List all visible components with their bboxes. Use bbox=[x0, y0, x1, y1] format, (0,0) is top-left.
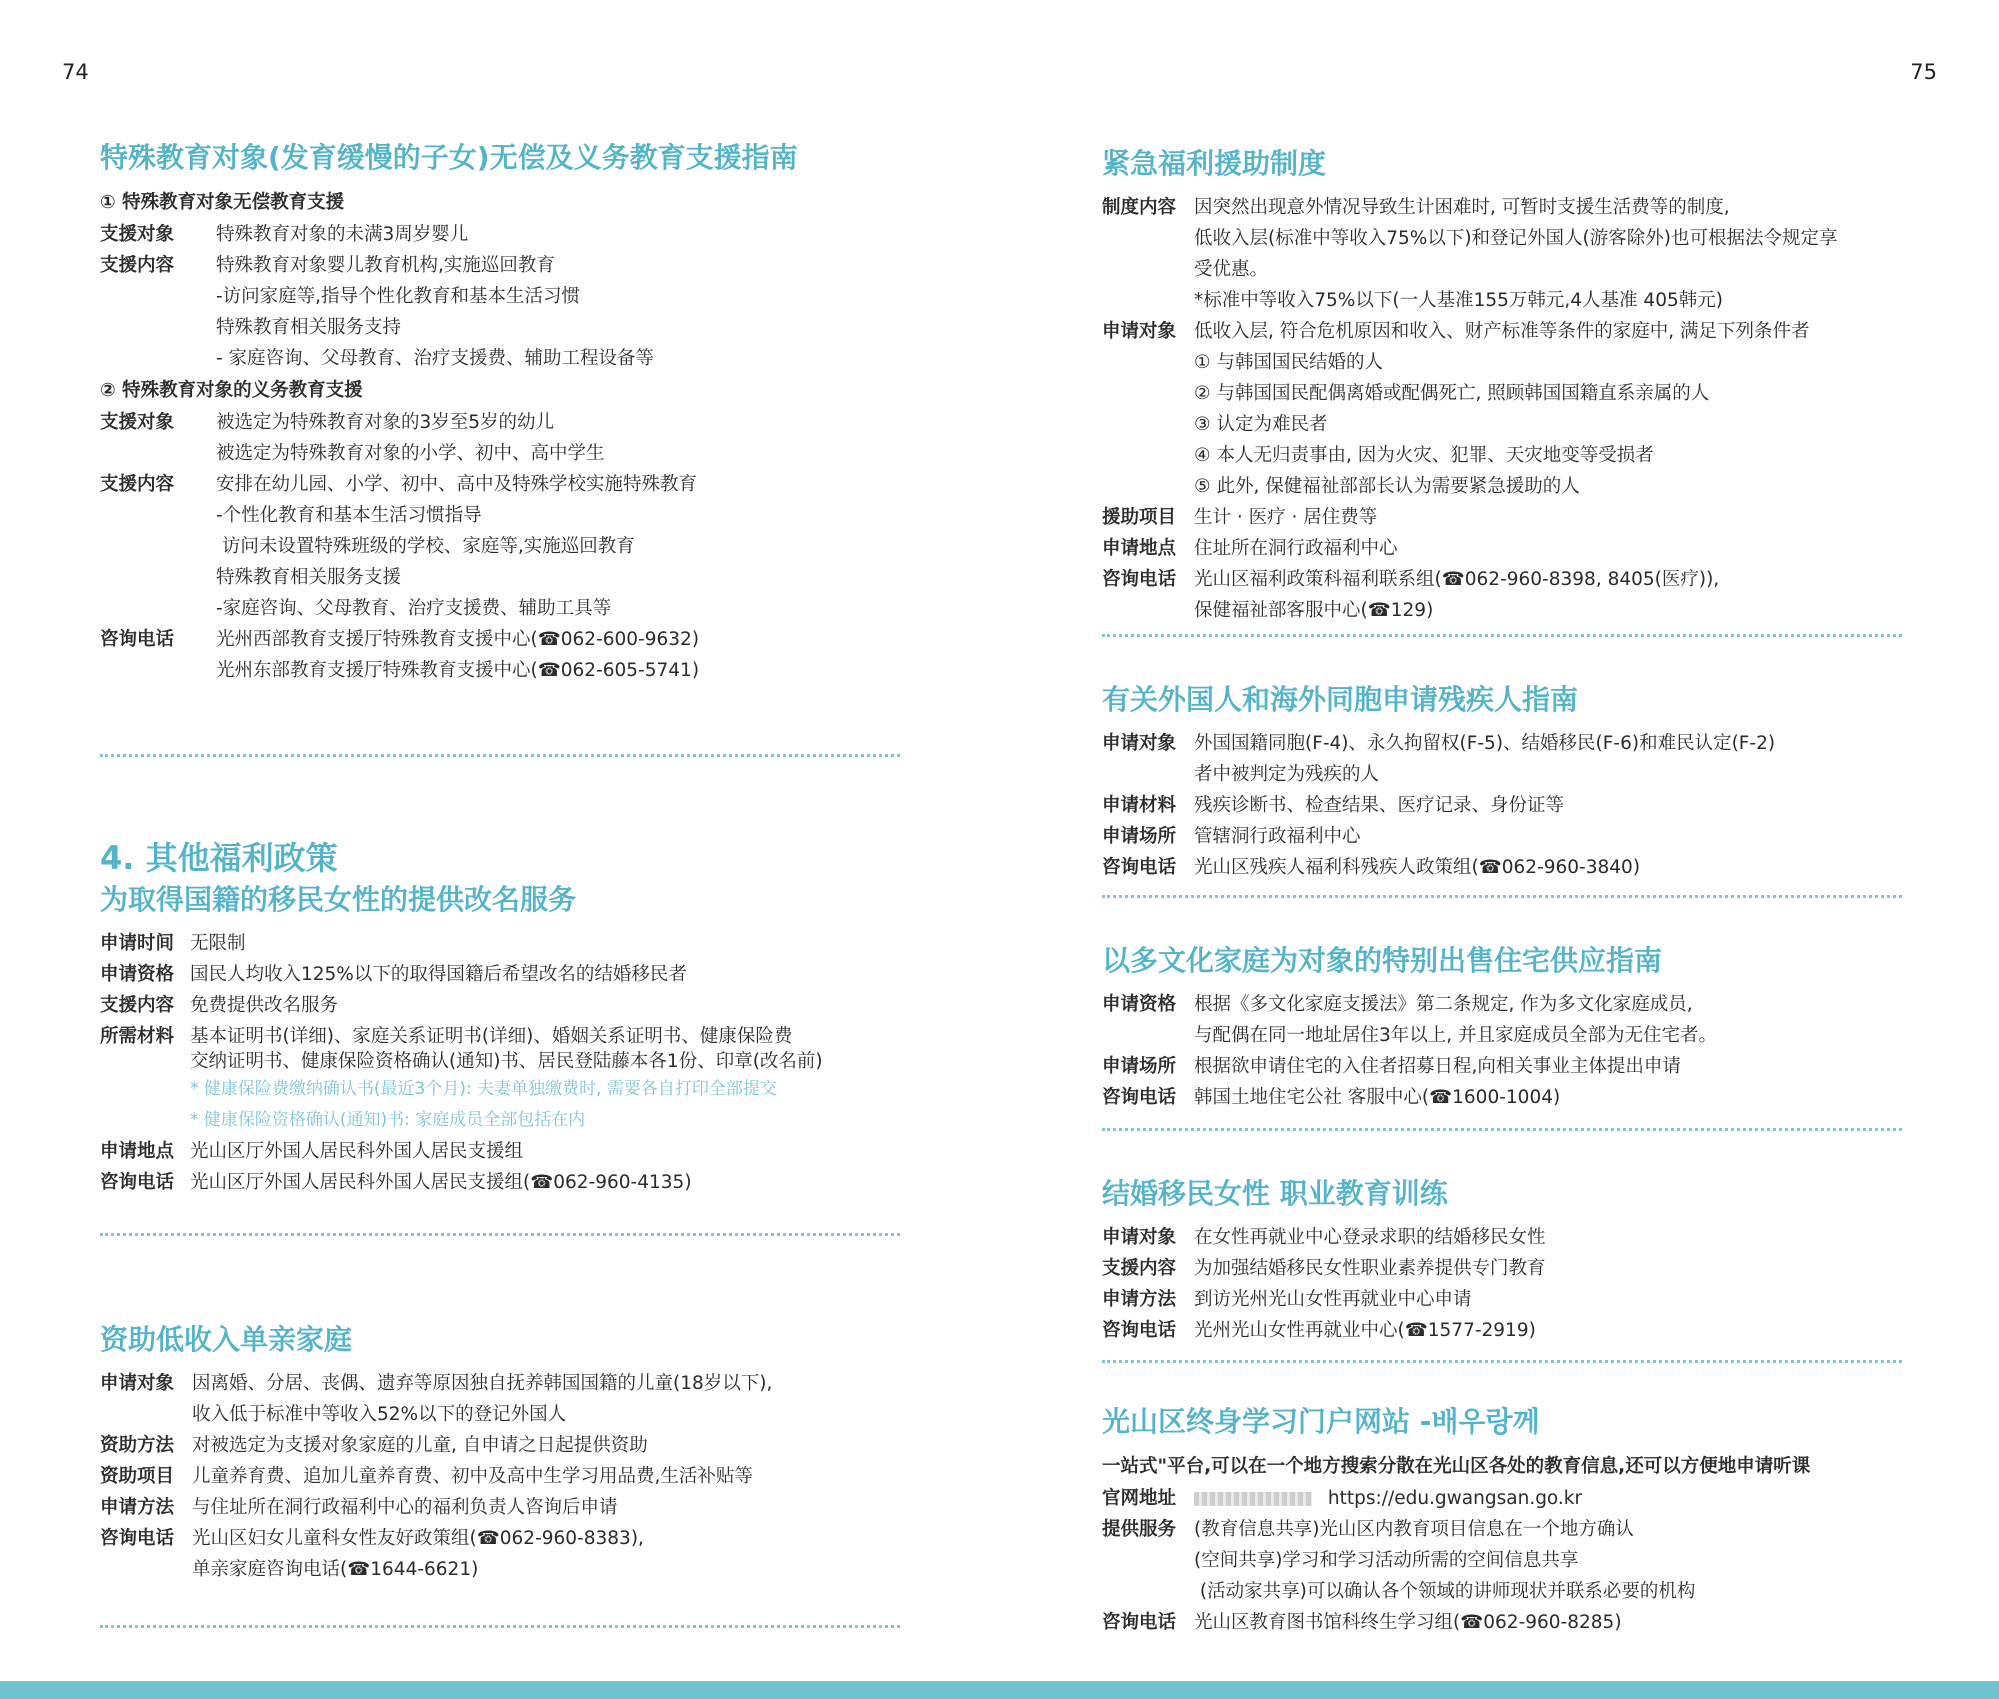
row-value: 对被选定为支援对象家庭的儿童, 自申请之日起提供资助 bbox=[192, 1435, 648, 1456]
row-value: (空间共享)学习和学习活动所需的空间信息共享 bbox=[1194, 1550, 1579, 1571]
info-row bbox=[100, 1523, 900, 1585]
row-label: 申请场所 bbox=[1102, 826, 1177, 847]
row-value: 受优惠。 bbox=[1194, 259, 1269, 280]
row-value: 免费提供改名服务 bbox=[190, 995, 339, 1016]
row-value: ④ 本人无归责事由, 因为火灾、犯罪、天灾地变等受损者 bbox=[1194, 445, 1654, 466]
row-label: 申请资格 bbox=[1102, 994, 1177, 1015]
info-row bbox=[100, 469, 900, 624]
info-row bbox=[100, 1492, 900, 1523]
info-row bbox=[100, 1021, 900, 1074]
row-value: 特殊教育相关服务支援 bbox=[216, 567, 402, 588]
row-value: 因离婚、分居、丧偶、遗弃等原因独自抚养韩国国籍的儿童(18岁以下), bbox=[192, 1373, 773, 1394]
row-label: 申请场所 bbox=[1102, 1056, 1177, 1077]
section-title: 为取得国籍的移民女性的提供改名服务 bbox=[100, 883, 577, 916]
row-label: 申请地点 bbox=[1102, 538, 1177, 559]
info-row bbox=[1102, 192, 1902, 316]
row-label: 所需材料 bbox=[100, 1026, 175, 1047]
row-label: 申请对象 bbox=[1102, 733, 1177, 754]
row-value: 外国国籍同胞(F-4)、永久拘留权(F-5)、结婚移民(F-6)和难民认定(F-2) bbox=[1194, 733, 1776, 754]
info-row bbox=[1102, 316, 1902, 502]
row-label: 申请时间 bbox=[100, 933, 175, 954]
row-label: 官网地址 bbox=[1102, 1488, 1177, 1509]
note-text: * 健康保险资格确认(通知)书: 家庭成员全部包括在内 bbox=[190, 1110, 586, 1130]
chapter-title: 4. 其他福利政策 bbox=[100, 839, 338, 877]
info-row bbox=[1102, 1514, 1902, 1607]
foreign-disabled-section bbox=[1102, 682, 1902, 883]
page-number-left: 74 bbox=[62, 60, 89, 84]
info-row bbox=[1102, 1284, 1902, 1315]
row-value: 在女性再就业中心登录求职的结婚移民女性 bbox=[1194, 1227, 1546, 1248]
row-value: 为加强结婚移民女性职业素养提供专门教育 bbox=[1194, 1258, 1546, 1279]
row-value: ① 与韩国国民结婚的人 bbox=[1194, 352, 1383, 373]
row-label: 支援内容 bbox=[100, 474, 175, 495]
dotted-divider bbox=[100, 1233, 900, 1236]
row-value: 单亲家庭咨询电话(☎1644-6621) bbox=[192, 1559, 479, 1580]
row-value: 光山区教育图书馆科终生学习组(☎062-960-8285) bbox=[1194, 1612, 1622, 1633]
row-label: 申请对象 bbox=[1102, 321, 1177, 342]
row-value: 光山区福利政策科福利联系组(☎062-960-8398, 8405(医疗)), bbox=[1194, 569, 1720, 590]
info-row bbox=[100, 1461, 900, 1492]
info-row bbox=[100, 1368, 900, 1430]
dotted-divider bbox=[100, 754, 900, 757]
section-title: 以多文化家庭为对象的特别出售住宅供应指南 bbox=[1102, 944, 1663, 977]
row-value: -个性化教育和基本生活习惯指导 bbox=[216, 505, 482, 526]
info-row bbox=[1102, 564, 1902, 626]
special-education-section bbox=[100, 140, 900, 686]
info-row bbox=[100, 624, 900, 686]
row-value: 低收入层(标准中等收入75%以下)和登记外国人(游客除外)也可根据法令规定享 bbox=[1194, 228, 1838, 249]
row-value: ⑤ 此外, 保健福祉部部长认为需要紧急援助的人 bbox=[1194, 476, 1580, 497]
info-row bbox=[100, 407, 900, 469]
row-value: 保健福祉部客服中心(☎129) bbox=[1194, 600, 1434, 621]
row-value: 与配偶在同一地址居住3年以上, 并且家庭成员全部为无住宅者。 bbox=[1194, 1025, 1718, 1046]
info-row bbox=[1102, 533, 1902, 564]
section-title: 特殊教育对象(发育缓慢的子女)无偿及义务教育支援指南 bbox=[100, 141, 798, 174]
row-value: 基本证明书(详细)、家庭关系证明书(详细)、婚姻关系证明书、健康保险费 bbox=[190, 1026, 793, 1047]
row-value: 光山区厅外国人居民科外国人居民支援组 bbox=[190, 1141, 524, 1162]
row-value: 光山区残疾人福利科残疾人政策组(☎062-960-3840) bbox=[1194, 857, 1641, 878]
row-value: 光州西部教育支援厅特殊教育支援中心(☎062-600-9632) bbox=[216, 629, 700, 650]
row-label: 咨询电话 bbox=[1102, 1320, 1177, 1341]
row-value: 无限制 bbox=[190, 933, 246, 954]
section-title: 紧急福利援助制度 bbox=[1102, 147, 1327, 180]
row-value: 低收入层, 符合危机原因和收入、财产标准等条件的家庭中, 满足下列条件者 bbox=[1194, 321, 1810, 342]
row-value: 被选定为特殊教育对象的小学、初中、高中学生 bbox=[216, 443, 605, 464]
row-value: ③ 认定为难民者 bbox=[1194, 414, 1328, 435]
dotted-divider bbox=[1102, 1360, 1902, 1363]
site-logo-icon bbox=[1194, 1492, 1312, 1506]
row-label: 咨询电话 bbox=[1102, 1612, 1177, 1633]
dotted-divider bbox=[1102, 634, 1902, 637]
note-text: * 健康保险费缴纳确认书(最近3个月): 夫妻单独缴费时, 需要各自打印全部提交 bbox=[190, 1079, 777, 1099]
row-value: 安排在幼儿园、小学、初中、高中及特殊学校实施特殊教育 bbox=[216, 474, 698, 495]
row-label: 资助项目 bbox=[100, 1466, 175, 1487]
row-value: - 家庭咨询、父母教育、治疗支援费、辅助工程设备等 bbox=[216, 348, 655, 369]
info-row bbox=[1102, 728, 1902, 790]
row-value: ② 与韩国国民配偶离婚或配偶死亡, 照顾韩国国籍直系亲属的人 bbox=[1194, 383, 1710, 404]
row-value: 收入低于标准中等收入52%以下的登记外国人 bbox=[192, 1404, 567, 1425]
row-value: 光山区厅外国人居民科外国人居民支援组(☎062-960-4135) bbox=[190, 1172, 692, 1193]
section-title: 资助低收入单亲家庭 bbox=[100, 1323, 353, 1356]
info-row bbox=[1102, 1051, 1902, 1082]
row-value: 被选定为特殊教育对象的3岁至5岁的幼儿 bbox=[216, 412, 555, 433]
row-value: *标准中等收入75%以下(一人基准155万韩元,4人基准 405韩元) bbox=[1194, 290, 1723, 311]
row-label: 咨询电话 bbox=[1102, 857, 1177, 878]
row-value: -访问家庭等,指导个性化教育和基本生活习惯 bbox=[216, 286, 581, 307]
other-welfare-section bbox=[100, 838, 900, 1198]
row-value: 住址所在洞行政福利中心 bbox=[1194, 538, 1398, 559]
dotted-divider bbox=[1102, 895, 1902, 898]
row-value: 光州东部教育支援厅特殊教育支援中心(☎062-605-5741) bbox=[216, 660, 700, 681]
dotted-divider bbox=[100, 1625, 900, 1628]
row-value: 交纳证明书、健康保险资格确认(通知)书、居民登陆藤本各1份、印章(改名前) bbox=[190, 1051, 823, 1072]
housing-section bbox=[1102, 943, 1902, 1113]
dotted-divider bbox=[1102, 1128, 1902, 1131]
row-value: 生计 · 医疗 · 居住费等 bbox=[1194, 507, 1378, 528]
row-value: 特殊教育相关服务支持 bbox=[216, 317, 402, 338]
row-value: 根据《多文化家庭支援法》第二条规定, 作为多文化家庭成员, bbox=[1194, 994, 1693, 1015]
info-row bbox=[1102, 1222, 1902, 1253]
info-row bbox=[100, 990, 900, 1021]
row-value: 与住址所在洞行政福利中心的福利负责人咨询后申请 bbox=[192, 1497, 618, 1518]
row-value: (教育信息共享)光山区内教育项目信息在一个地方确认 bbox=[1194, 1519, 1634, 1540]
row-value: 光山区妇女儿童科女性友好政策组(☎062-960-8383), bbox=[192, 1528, 644, 1549]
sub-heading: ② 特殊教育对象的义务教育支援 bbox=[100, 380, 363, 401]
info-row bbox=[100, 1430, 900, 1461]
row-label: 咨询电话 bbox=[1102, 569, 1177, 590]
section-title: 光山区终身学习门户网站 -배우랑께 bbox=[1102, 1405, 1540, 1438]
row-label: 申请地点 bbox=[100, 1141, 175, 1162]
row-value: 到访光州光山女性再就业中心申请 bbox=[1194, 1289, 1472, 1310]
info-row bbox=[1102, 790, 1902, 821]
row-value: 韩国土地住宅公社 客服中心(☎1600-1004) bbox=[1194, 1087, 1561, 1108]
row-label: 制度内容 bbox=[1102, 197, 1177, 218]
row-label: 支援内容 bbox=[1102, 1258, 1177, 1279]
row-label: 咨询电话 bbox=[100, 1172, 175, 1193]
row-label: 申请对象 bbox=[100, 1373, 175, 1394]
section-title: 有关外国人和海外同胞申请残疾人指南 bbox=[1102, 683, 1579, 716]
info-row bbox=[100, 959, 900, 990]
row-value: 光州光山女性再就业中心(☎1577-2919) bbox=[1194, 1320, 1536, 1341]
info-row bbox=[1102, 1315, 1902, 1346]
info-row bbox=[100, 928, 900, 959]
row-value: 者中被判定为残疾的人 bbox=[1194, 764, 1380, 785]
info-row bbox=[1102, 1483, 1902, 1514]
row-label: 支援内容 bbox=[100, 995, 175, 1016]
row-label: 咨询电话 bbox=[100, 1528, 175, 1549]
website-link[interactable]: https://edu.gwangsan.go.kr bbox=[1327, 1488, 1583, 1509]
row-label: 咨询电话 bbox=[100, 629, 175, 650]
row-value: (活动家共享)可以确认各个领域的讲师现状并联系必要的机构 bbox=[1194, 1581, 1696, 1602]
row-value: 根据欲申请住宅的入住者招募日程,向相关事业主体提出申请 bbox=[1194, 1056, 1681, 1077]
info-row bbox=[1102, 502, 1902, 533]
row-value: 因突然出现意外情况导致生计困难时, 可暂时支援生活费等的制度, bbox=[1194, 197, 1730, 218]
row-value: 特殊教育对象的未满3周岁婴儿 bbox=[216, 224, 469, 245]
info-row bbox=[1102, 1253, 1902, 1284]
row-value: 国民人均收入125%以下的取得国籍后希望改名的结婚移民者 bbox=[190, 964, 687, 985]
info-row bbox=[100, 1167, 900, 1198]
row-value: 儿童养育费、追加儿童养育费、初中及高中生学习用品费,生活补贴等 bbox=[192, 1466, 753, 1487]
row-label: 申请资格 bbox=[100, 964, 175, 985]
info-row bbox=[1102, 821, 1902, 852]
intro-text: 一站式"平台,可以在一个地方搜索分散在光山区各处的教育信息,还可以方便地申请听课 bbox=[1102, 1456, 1811, 1477]
info-row bbox=[100, 250, 900, 374]
section-title: 结婚移民女性 职业教育训练 bbox=[1102, 1177, 1448, 1210]
info-row bbox=[1102, 989, 1902, 1051]
info-row bbox=[100, 219, 900, 250]
info-row bbox=[1102, 1607, 1902, 1638]
row-value: 残疾诊断书、检查结果、医疗记录、身份证等 bbox=[1194, 795, 1565, 816]
row-label: 支援对象 bbox=[100, 224, 175, 245]
row-label: 咨询电话 bbox=[1102, 1087, 1177, 1108]
row-value: 特殊教育对象婴儿教育机构,实施巡回教育 bbox=[216, 255, 555, 276]
row-value: 访问未设置特殊班级的学校、家庭等,实施巡回教育 bbox=[216, 536, 635, 557]
info-row bbox=[100, 1136, 900, 1167]
emergency-welfare-section bbox=[1102, 146, 1902, 626]
single-parent-section bbox=[100, 1322, 900, 1585]
row-label: 申请对象 bbox=[1102, 1227, 1177, 1248]
vocational-training-section bbox=[1102, 1176, 1902, 1346]
row-label: 申请材料 bbox=[1102, 795, 1177, 816]
info-row bbox=[1102, 852, 1902, 883]
row-value: -家庭咨询、父母教育、治疗支援费、辅助工具等 bbox=[216, 598, 612, 619]
row-label: 援助项目 bbox=[1102, 507, 1177, 528]
row-value: 管辖洞行政福利中心 bbox=[1194, 826, 1361, 847]
bottom-color-bar bbox=[0, 1681, 1999, 1699]
row-label: 支援内容 bbox=[100, 255, 175, 276]
row-label: 申请方法 bbox=[1102, 1289, 1177, 1310]
row-label: 资助方法 bbox=[100, 1435, 175, 1456]
info-row bbox=[1102, 1082, 1902, 1113]
page-number-right: 75 bbox=[1910, 60, 1937, 84]
sub-heading: ① 特殊教育对象无偿教育支援 bbox=[100, 192, 345, 213]
row-label: 申请方法 bbox=[100, 1497, 175, 1518]
row-label: 提供服务 bbox=[1102, 1519, 1177, 1540]
learning-portal-section bbox=[1102, 1404, 1902, 1638]
row-label: 支援对象 bbox=[100, 412, 175, 433]
